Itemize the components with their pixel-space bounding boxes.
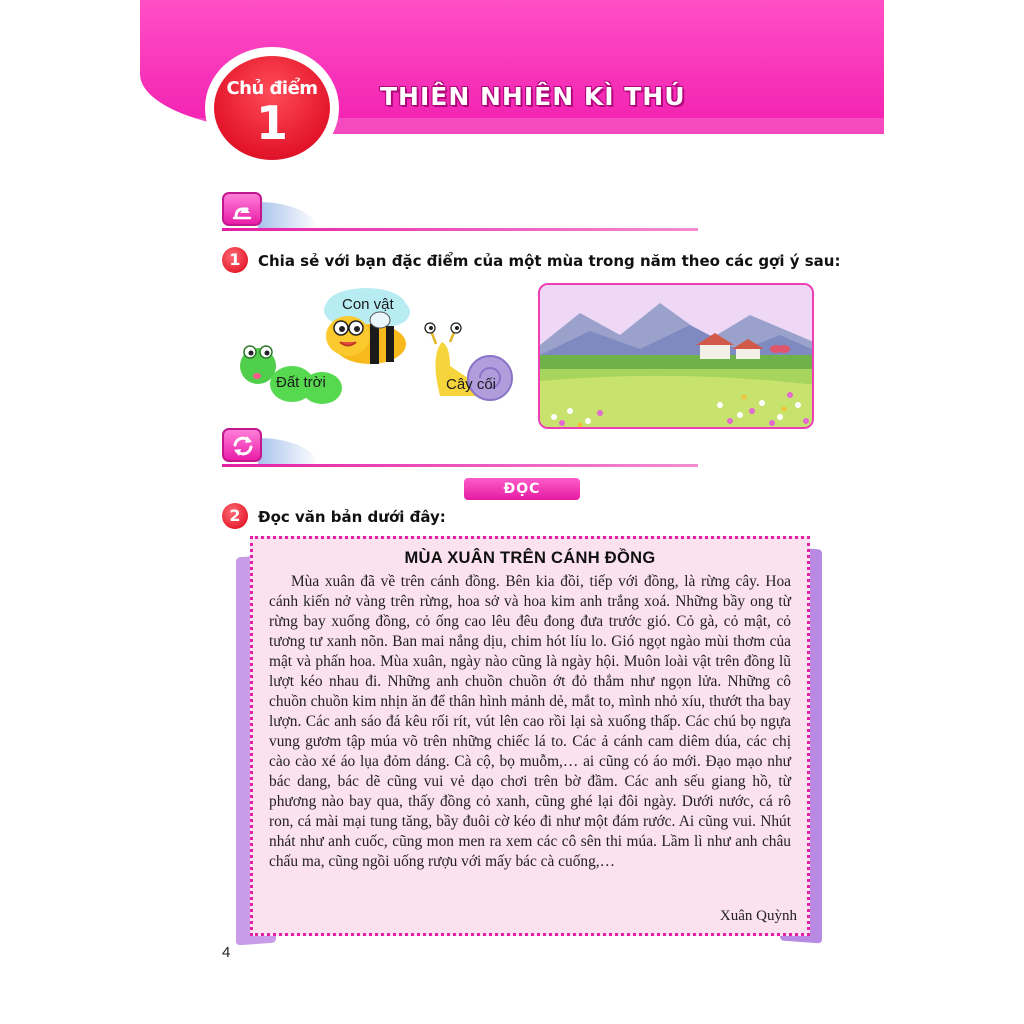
- question-2-text: Đọc văn bản dưới đây:: [258, 508, 446, 526]
- section-line: [222, 464, 698, 467]
- question-1-text: Chia sẻ với bạn đặc điểm của một mùa trong năm theo các gợi ý sau:: [258, 252, 841, 270]
- chapter-label: Chủ điểm: [226, 78, 318, 99]
- hint-animals: Con vật: [342, 296, 394, 313]
- reading-author: Xuân Quỳnh: [719, 908, 797, 924]
- question-2-number: 2: [222, 503, 248, 529]
- question-1-number: 1: [222, 247, 248, 273]
- section-wing: [258, 202, 318, 230]
- page-number: 4: [222, 944, 231, 961]
- reading-title: MÙA XUÂN TRÊN CÁNH ĐỒNG: [404, 549, 656, 567]
- chapter-badge: [210, 52, 334, 164]
- start-arrow-icon: [222, 192, 262, 226]
- read-section-tag: ĐỌC: [464, 478, 580, 500]
- hint-illustrations: [230, 286, 530, 416]
- hint-sky-earth: Đất trời: [276, 374, 326, 391]
- butterfly-icon: [770, 345, 790, 353]
- chapter-number: 1: [255, 96, 288, 150]
- hint-plants: Cây cối: [446, 376, 497, 393]
- refresh-cycle-icon: [222, 428, 262, 462]
- section-bar-start: [222, 188, 698, 232]
- section-bar-practice: [222, 424, 698, 468]
- section-line: [222, 228, 698, 231]
- reading-text-box: [250, 536, 810, 936]
- spring-landscape-image: [538, 283, 814, 429]
- section-wing: [258, 438, 318, 466]
- reading-body: Mùa xuân đã về trên cánh đồng. Bên kia đồi, tiếp với đồng, là rừng cây. Hoa cánh kiến nở vàng trên rừng, hoa sở và hoa kim anh trắng xoá. Những bầy ong từ rừng bay xuống đồng, cỏ ống cao lêu đêu đong đưa trước gió. Cỏ gà, cỏ mật, cỏ tương tư xanh nõn. Ban mai nắng dịu, chim hót líu lo. Gió ngọt ngào mùi thơm của mật và phấn hoa. Mùa xuân, ngày nào cũng là ngày hội. Muôn loài vật trên đồng lũ lượt kéo nhau đi. Những anh chuồn chuồn ớt đỏ thắm như ngọn lửa. Những cô chuồn chuồn kim nhịn ăn để thân hình mảnh dẻ, mắt to, mình nhỏ xíu, thướt tha bay lượn. Các anh sáo đá kêu rối rít, vút lên cao rồi lại sà xuống thấp. Các chú bọ ngựa vung gươm tập múa võ trên những chiếc lá to. Các ả cánh cam diêm dúa, các chị cào cào xé áo lụa đỏm dáng. Cà cộ, bọ muỗm,… ai cũng có áo mới. Đạo mạo như bác dang, bác dẽ cũng vui vẻ dạo chơi trên bờ đầm. Các anh sếu giang hồ, từ phương nào bay qua, thấy đồng cỏ xanh, cũng ghé lại đôi ngày. Dưới nước, cá rô ron, cá mài mại tung tăng, bầy đuôi cờ kéo đi như một đám rước. Ai cũng vui. Nhút nhát như anh cuốc, cũng mon men ra xem các cô sên thi múa. Lầm lì như anh châu chấu ma, cũng ngồi uống rượu với mấy bác cà cuống,…: [269, 573, 791, 870]
- chapter-title: THIÊN NHIÊN KÌ THÚ: [380, 82, 686, 111]
